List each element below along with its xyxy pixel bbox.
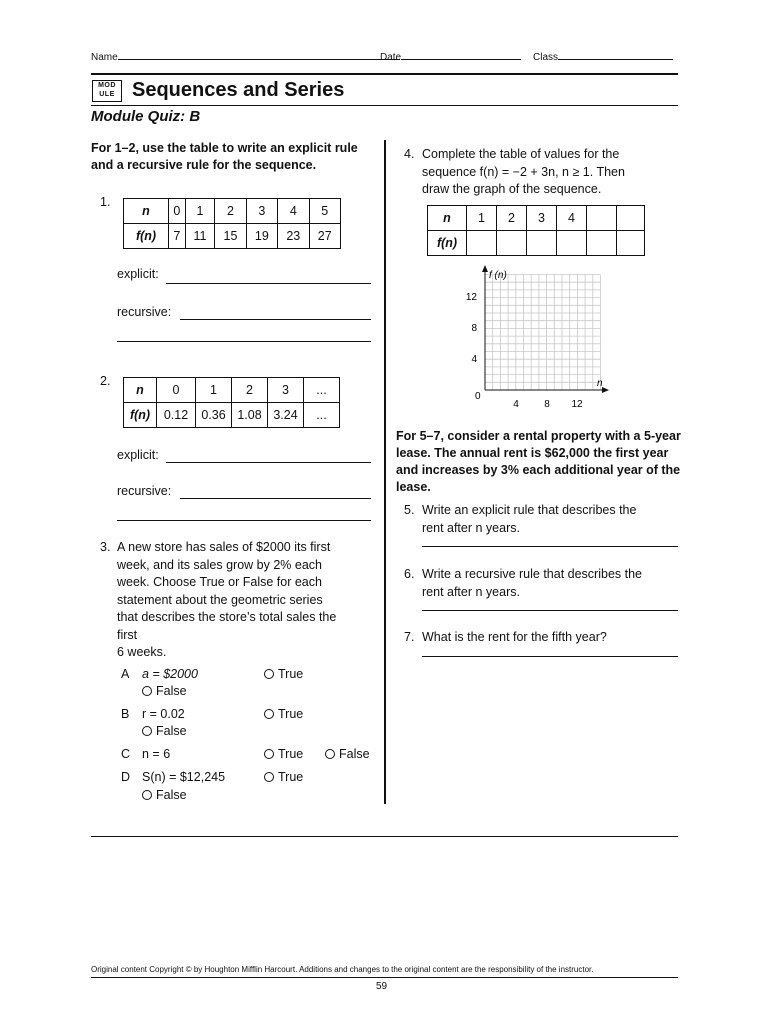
quiz-subtitle: Module Quiz: B [91, 108, 201, 125]
q3-option-c-true[interactable]: True [264, 747, 303, 761]
q7-text: What is the rent for the fifth year? [422, 630, 607, 644]
q3-option-c-false[interactable]: False [325, 747, 370, 761]
x-tick-8: 8 [544, 399, 550, 410]
y-tick-8: 8 [471, 323, 477, 334]
q4-text: Complete the table of values for the sequence f(n) = −2 + 3n, n ≥ 1. Then draw the graph of the sequence. [422, 147, 625, 196]
radio-icon[interactable] [264, 749, 274, 759]
q3-option-c-statement: n = 6 [142, 747, 171, 761]
q4-table: n 1 2 3 4 f(n) [427, 205, 645, 256]
q2-recursive-blank[interactable] [180, 498, 371, 499]
radio-icon[interactable] [142, 790, 152, 800]
q3-option-d-false[interactable]: False [142, 788, 187, 802]
q1-recursive-blank[interactable] [180, 319, 371, 320]
q3-option-b-false[interactable]: False [142, 724, 187, 738]
q1-table: n 0 1 2 3 4 5 f(n) 7 11 15 19 23 27 [123, 198, 341, 249]
page-title: Sequences and Series [132, 79, 345, 101]
q6-number: 6. [404, 567, 415, 581]
radio-icon[interactable] [142, 726, 152, 736]
column-divider [384, 140, 386, 804]
q3-option-b-statement: r = 0.02 [142, 707, 185, 721]
q3-option-a-letter: A [121, 667, 130, 681]
y-tick-12: 12 [465, 292, 477, 303]
q4-graph[interactable] [455, 262, 615, 412]
x-tick-4: 4 [513, 399, 519, 410]
q5-text: Write an explicit rule that describes the rent after n years. [422, 503, 637, 535]
q3-option-d-true[interactable]: True [264, 770, 303, 784]
q1-number: 1. [100, 195, 111, 209]
instructions-1-2: For 1–2, use the table to write an explicit rule and a recursive rule for the sequence. [91, 141, 358, 172]
page-number: 59 [376, 981, 388, 992]
q1-explicit-label: explicit: [117, 267, 159, 281]
class-blank[interactable] [558, 50, 673, 60]
q3-option-b-true[interactable]: True [264, 707, 303, 721]
bottom-rule [91, 836, 678, 837]
date-field[interactable]: Date [380, 50, 521, 63]
q2-table: n 0 1 2 3 ... f(n) 0.12 0.36 1.08 3.24 ... [123, 377, 340, 428]
copyright-notice: Original content Copyright © by Houghton Mifflin Harcourt. Additions and changes to the original content are the responsibility of the instructor. [91, 965, 594, 974]
x-tick-12: 12 [571, 399, 583, 410]
q1-recursive-blank-2[interactable] [117, 341, 371, 342]
graph-grid [485, 275, 601, 391]
q7-number: 7. [404, 630, 415, 644]
instructions-5-7: For 5–7, consider a rental property with a 5-year lease. The annual rent is $62,000 the first year and increases by 3% each additional year of the lease. [396, 429, 681, 494]
radio-icon[interactable] [264, 669, 274, 679]
radio-icon[interactable] [142, 686, 152, 696]
q3-option-c-letter: C [121, 747, 131, 761]
q2-recursive-blank-2[interactable] [117, 520, 371, 521]
q2-explicit-blank[interactable] [166, 462, 371, 463]
footer-rule [91, 977, 678, 978]
radio-icon[interactable] [264, 772, 274, 782]
q3-text: A new store has sales of $2000 its first week, and its sales grow by 2% each week. Choose True or False for each statement about the geometric series that describes the store’s total sales the first 6 weeks. [117, 540, 337, 659]
q3-option-b-letter: B [121, 707, 130, 721]
q5-number: 5. [404, 503, 415, 517]
class-field[interactable]: Class [533, 50, 673, 63]
q3-number: 3. [100, 540, 111, 554]
q5-answer-blank[interactable] [422, 546, 678, 547]
q4-number: 4. [404, 147, 415, 161]
q2-recursive-label: recursive: [117, 484, 172, 498]
date-blank[interactable] [401, 50, 521, 60]
q1-explicit-blank[interactable] [166, 283, 371, 284]
origin-label: 0 [475, 391, 481, 402]
y-axis-arrow-icon [482, 265, 488, 272]
name-blank[interactable] [118, 50, 400, 60]
q2-number: 2. [100, 374, 111, 388]
x-axis-label: n [597, 378, 603, 389]
x-axis-arrow-icon [602, 387, 609, 393]
y-axis-label: f (n) [489, 270, 507, 281]
q1-recursive-label: recursive: [117, 305, 172, 319]
q7-answer-blank[interactable] [422, 656, 678, 657]
radio-icon[interactable] [325, 749, 335, 759]
q3-option-d-statement: S(n) = $12,245 [142, 770, 226, 784]
q6-text: Write a recursive rule that describes the rent after n years. [422, 567, 643, 599]
q3-option-d-letter: D [121, 770, 131, 784]
title-rule [91, 105, 678, 106]
q3-option-a-statement: a = $2000 [142, 667, 198, 681]
q3-option-a-false[interactable]: False [142, 684, 187, 698]
q6-answer-blank[interactable] [422, 610, 678, 611]
y-tick-4: 4 [471, 354, 477, 365]
q2-explicit-label: explicit: [117, 448, 159, 462]
header-rule [91, 73, 678, 75]
module-badge: MOD ULE [92, 80, 122, 102]
q3-option-a-true[interactable]: True [264, 667, 303, 681]
name-field[interactable]: Name [91, 50, 400, 63]
radio-icon[interactable] [264, 709, 274, 719]
